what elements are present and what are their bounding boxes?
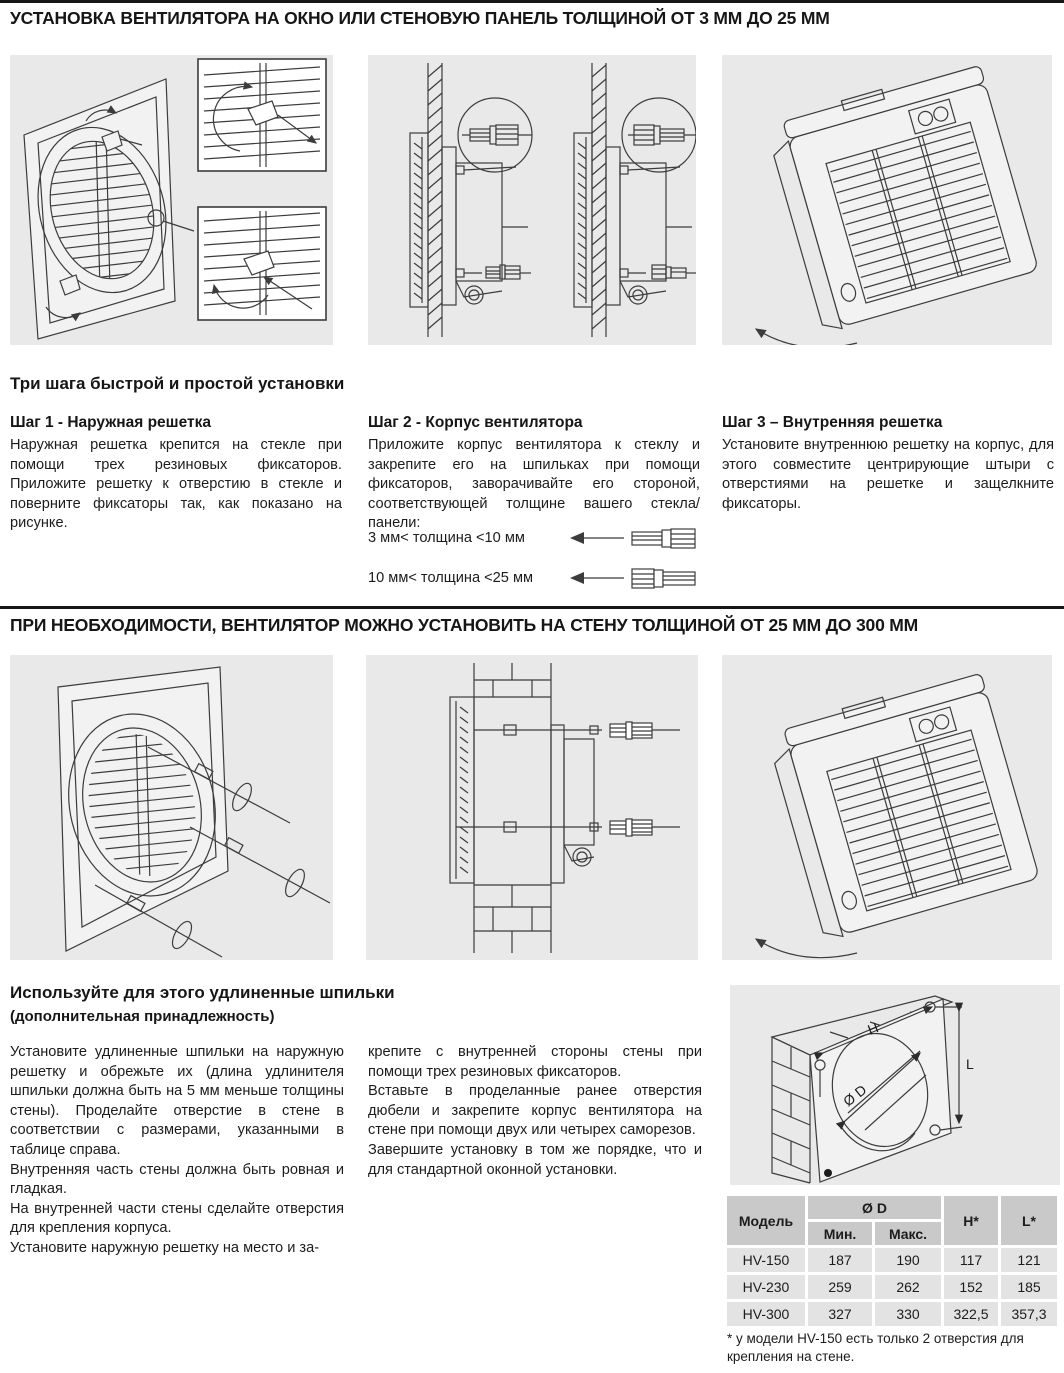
table-header-diameter: Ø D [808,1196,941,1219]
section2-subheading-note: (дополнительная принадлежность) [10,1008,275,1025]
paragraph: Установите удлиненные шпильки на наружную решетку и обрежьте их (длина удлинителя шпильки должна быть на 5 мм меньше толщины стены). Проделайте отверстие в стене в соответствии с размерами, указанными в таблице справа. [10,1044,344,1158]
table-cell: 330 [875,1302,941,1326]
exterior-grille-rubber-fixators-illustration [10,55,333,345]
table-cell: 185 [1001,1275,1057,1299]
section2-subheading: Используйте для этого удлиненные шпильки [10,983,395,1002]
table-cell: 117 [944,1248,998,1272]
table-header-model: Модель [727,1196,805,1245]
table-row-model: HV-230 [727,1275,805,1299]
section-divider-rule [0,606,1064,609]
dimension-label-h: H [865,1019,881,1038]
top-rule [0,0,1064,3]
table-cell: 357,3 [1001,1302,1057,1326]
dimensions-table [727,1196,1057,1326]
thickness-option-2 [368,564,698,592]
step-3-column [722,414,1054,514]
table-header-l: L* [1001,1196,1057,1245]
table-cell: 121 [1001,1248,1057,1272]
step-2-title: Шаг 2 - Корпус вентилятора [368,414,583,431]
table-cell: 259 [808,1275,872,1299]
thickness-option-2-label: 10 мм< толщина <25 мм [368,570,534,586]
step-2-column [368,414,700,534]
section1-heading: УСТАНОВКА ВЕНТИЛЯТОРА НА ОКНО ИЛИ СТЕНОВУЮ ПАНЕЛЬ ТОЛЩИНОЙ ОТ 3 ММ ДО 25 ММ [10,8,830,28]
fan-body-on-glass-side-view-illustration [368,55,696,345]
table-cell: 152 [944,1275,998,1299]
table-cell: 262 [875,1275,941,1299]
paragraph: Вставьте в проделанные ранее отверстия дюбели и закрепите корпус вентилятора на стене при помощи двух или четырех саморезов. [368,1083,702,1139]
table-header-h: H* [944,1196,998,1245]
exterior-grille-extended-pins-illustration [10,655,333,960]
step-1-title: Шаг 1 - Наружная решетка [10,414,211,431]
dimension-label-d: Ø D [839,1081,870,1110]
step-3-body: Установите внутреннюю решетку на корпус, для этого совместите центрирующие штыри с отверстиями на решетке и защелкните фиксаторы. [722,437,1054,512]
wall-hole-dimensions-diagram [730,985,1060,1185]
paragraph: На внутренней части стены сделайте отверстия для крепления корпуса. [10,1200,344,1237]
inner-grille-snap-on-illustration [722,55,1052,345]
thickness-option-1-label: 3 мм< толщина <10 мм [368,530,525,546]
table-cell: 187 [808,1248,872,1272]
section2-text-column-2 [368,1043,702,1180]
section2-text-column-1 [10,1043,344,1259]
step-1-body: Наружная решетка крепится на стекле при помощи трех резиновых фиксаторов. Приложите решетку к отверстию в стекле и поверните фиксаторы так, как показано на рисунке. [10,437,342,532]
table-footnote: * у модели HV-150 есть только 2 отверстия для крепления на стене. [727,1331,1024,1364]
paragraph: Внутренняя часть стены должна быть ровная и гладкая. [10,1161,344,1198]
paragraph: крепите с внутренней стороны стены при помощи трех резиновых фиксаторов. [368,1044,702,1080]
table-cell: 322,5 [944,1302,998,1326]
table-header-max: Макс. [875,1222,941,1245]
section1-subheading: Три шага быстрой и простой установки [10,374,345,393]
table-header-min: Мин. [808,1222,872,1245]
table-cell: 327 [808,1302,872,1326]
wall-cross-section-mounting-illustration [366,655,698,960]
left-arrow-fixator-thick-first-icon [568,564,698,592]
dimension-label-l: L [966,1056,974,1072]
thickness-option-1 [368,524,698,552]
step-1-column [10,414,342,534]
section2-heading: ПРИ НЕОБХОДИМОСТИ, ВЕНТИЛЯТОР МОЖНО УСТАНОВИТЬ НА СТЕНУ ТОЛЩИНОЙ ОТ 25 ММ ДО 300 ММ [10,615,919,635]
table-row-model: HV-300 [727,1302,805,1326]
table-row-model: HV-150 [727,1248,805,1272]
step-2-body: Приложите корпус вентилятора к стеклу и закрепите его на шпильках при помощи фиксаторов, заворачивайте его стороной, соответствующей толщине вашего стекла/панели: [368,437,700,532]
step-3-title: Шаг 3 – Внутренняя решетка [722,414,943,431]
left-arrow-fixator-thin-first-icon [568,524,698,552]
paragraph: Завершите установку в том же порядке, что и для стандартной оконной установки. [368,1141,702,1178]
table-cell: 190 [875,1248,941,1272]
inner-grille-snap-on-illustration [722,655,1052,960]
paragraph: Установите наружную решетку на место и за- [10,1239,320,1256]
